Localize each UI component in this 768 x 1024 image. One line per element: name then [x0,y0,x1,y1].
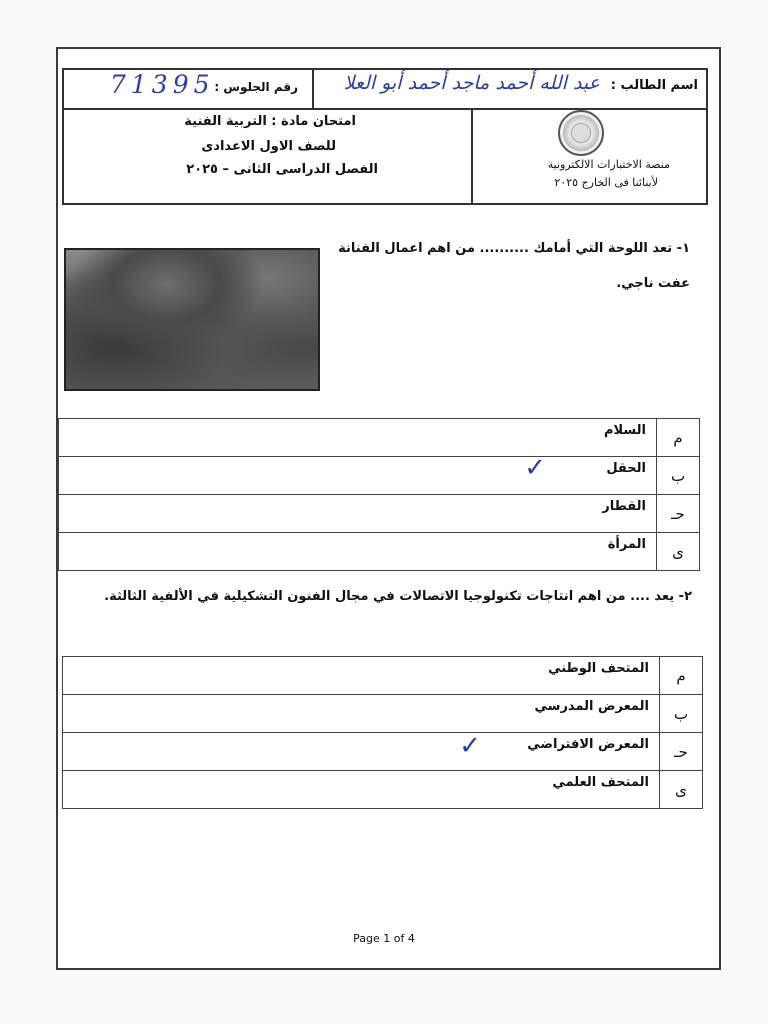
option-letter: م [657,419,700,457]
header-divider [312,70,314,108]
option-letter: ب [657,457,700,495]
option-row[interactable] [59,495,700,533]
check-mark-icon: ✓ [524,453,546,483]
option-row[interactable] [63,771,703,809]
option-text: المرأة [607,537,646,552]
option-label[interactable] [59,533,657,571]
exam-subject: امتحان مادة : التربية الفنية [184,114,356,129]
painting-image [64,248,320,391]
option-letter: ى [657,533,700,571]
platform-name: منصة الاختبارات الالكترونية [547,158,670,171]
option-row[interactable] [59,533,700,571]
option-text: السلام [604,423,646,438]
option-text: المتحف الوطني [548,661,649,676]
option-label[interactable] [59,419,657,457]
option-letter: حـ [660,733,703,771]
question-1-text-line2: عفت ناجي. [616,276,690,291]
option-row[interactable] [63,695,703,733]
option-row[interactable] [63,657,703,695]
option-letter: م [660,657,703,695]
student-name-label: اسم الطالب : [610,78,698,93]
option-label[interactable] [63,695,660,733]
student-name-value: عبد الله أحمد ماجد أحمد أبو العلا [343,72,600,94]
option-row[interactable] [59,419,700,457]
exam-grade: للصف الاول الاعدادى [201,139,336,154]
option-letter: ب [660,695,703,733]
option-row[interactable] [59,457,700,495]
header-divider [471,108,473,205]
option-label[interactable] [59,495,657,533]
option-letter: ى [660,771,703,809]
seat-number-label: رقم الجلوس : [214,80,298,94]
option-label[interactable] [59,453,657,495]
option-text: القطار [602,499,646,514]
option-text: الحقل [606,461,646,476]
check-mark-icon: ✓ [459,731,481,761]
exam-term: الفصل الدراسى الثانى – ٢٠٢٥ [186,162,378,177]
option-row[interactable] [63,733,703,771]
option-label[interactable] [63,771,660,809]
ministry-seal-logo [558,110,604,156]
option-label[interactable] [63,657,660,695]
seat-number-value: 71395 [110,70,215,99]
option-label[interactable] [63,733,660,771]
question-2-text: ٢- يعد .... من اهم انتاجات تكنولوجيا الاتصالات في مجال الفنون التشكيلية في الألفية الثالثة. [104,589,692,604]
option-text: المعرض المدرسي [534,699,649,714]
page-number: Page 1 of 4 [353,932,415,945]
option-text: المعرض الافتراضي [527,737,649,752]
option-text: المتحف العلمي [552,775,649,790]
question-1-text: ١- تعد اللوحة التي أمامك .......... من اهم اعمال الفنانة [338,241,690,256]
option-letter: حـ [657,495,700,533]
platform-subtitle: لأبنائنا فى الخارج ٢٠٢٥ [554,176,658,189]
question-1-options [58,418,700,571]
question-2-options [62,656,703,809]
